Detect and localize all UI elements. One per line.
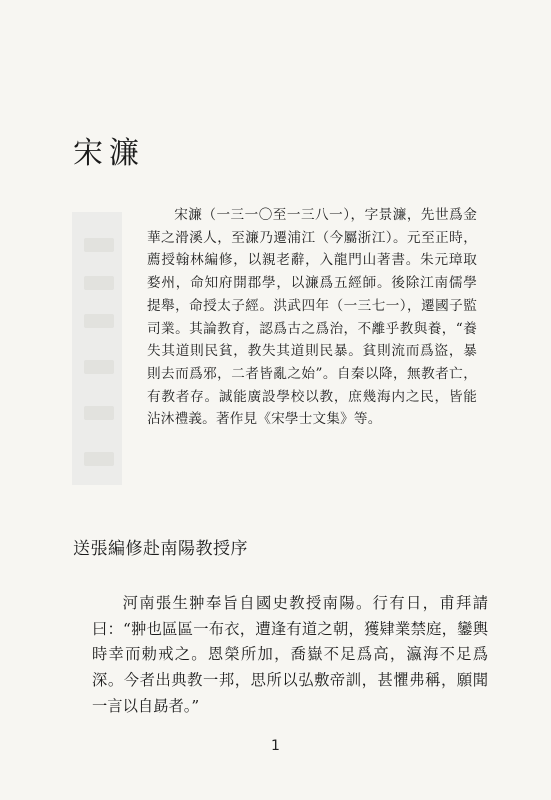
section-heading: 送張編修赴南陽教授序: [73, 539, 248, 559]
faint-glyph: [84, 314, 114, 328]
decorative-side-panel: [72, 212, 122, 485]
page-title: 宋濂: [73, 136, 145, 171]
essay-paragraph: 河南張生翀奉旨自國史教授南陽。行有日，甫拜請曰：“翀也區區一布衣，遭逢有道之朝，獲肄業禁庭，鑾輿時幸而勅戒之。恩榮所加，喬嶽不足爲高，瀛海不足爲深。今者出典教一邦，思所以弘敷帝訓，甚懼弗稱，願聞一言以自勗者。”: [92, 594, 488, 715]
faint-glyph: [84, 276, 114, 290]
faint-glyph: [84, 406, 114, 420]
page-number: 1: [271, 738, 280, 754]
faint-glyph: [84, 238, 114, 252]
faint-glyph: [84, 452, 114, 466]
biography-paragraph: 宋濂（一三一〇至一三八一），字景濂，先世爲金華之滑溪人，至濂乃遷浦江（今屬浙江）。元至正時，薦授翰林編修，以親老辭，入龍門山著書。朱元璋取婺州，命知府開郡學，以濂爲五經師。後除江南儒學提舉，命授太子經。洪武四年（一三七一），遷國子監司業。其論教育，認爲古之爲治，不離乎教與養，“養失其道則民貧，教失其道則民暴。貧則流而爲盜，暴則去而爲邪，二者皆亂之始”。自秦以降，無教者亡，有教者存。誠能廣設學校以教，庶幾海内之民，皆能沾沐禮義。著作見《宋學士文集》等。: [147, 207, 477, 428]
faint-glyph: [84, 360, 114, 374]
